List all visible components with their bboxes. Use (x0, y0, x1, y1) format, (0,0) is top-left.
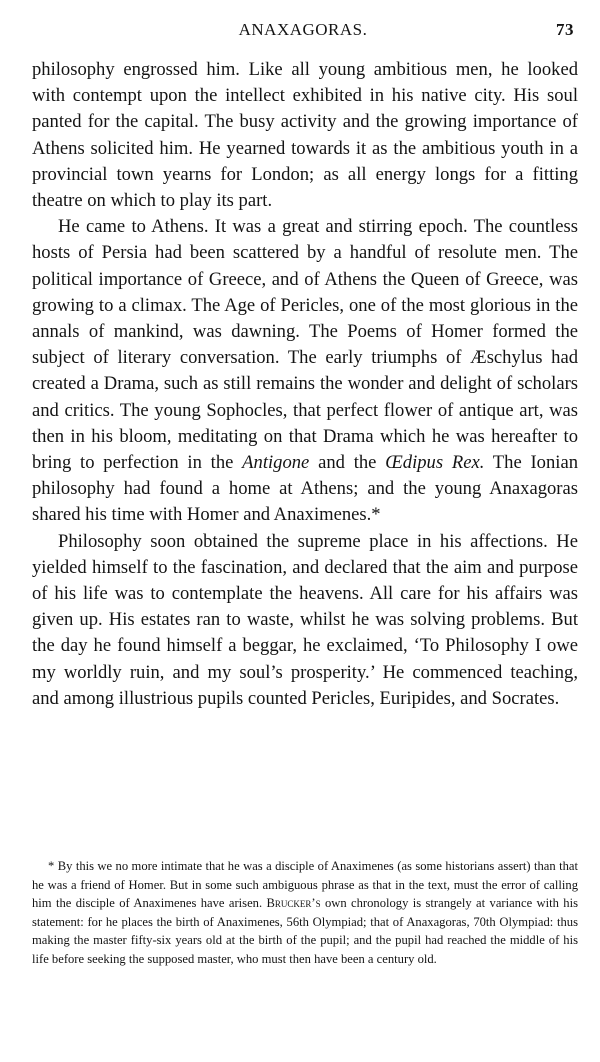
paragraph-1 (32, 57, 578, 214)
text-run: The Ionian philosophy had found a home at Athens; and the young Anaxagoras shared his time with Homer and Anaximenes.* (32, 452, 578, 526)
footnote (32, 857, 578, 969)
footnote-paragraph (32, 857, 578, 969)
running-header (32, 20, 574, 44)
text-run: and the (309, 452, 386, 474)
text-run: philosophy engrossed him. Like all young ambitious men, he looked with contempt upon the intellect exhibited in his native city. His soul panted for the capital. The busy activity and the growing importance of Athens solicited him. He yearned towards it as the ambitious youth in a provincial town yearns for London; as all energy longs for a fitting theatre on which to play its part. (32, 59, 578, 212)
page-number: 73 (556, 20, 574, 39)
paragraph-2 (32, 214, 578, 528)
text-run: He came to Athens. It was a great and stirring epoch. The countless hosts of Persia had been scattered by a handful of resolute men. The political importance of Greece, and of Athens the Queen of Greece, was growing to a climax. The Age of Pericles, one of the most glorious in the annals of mankind, was dawning. The Poems of Homer formed the subject of literary conversation. The early triumphs of Æschylus had created a Drama, such as still remains the wonder and delight of scholars and critics. The young Sophocles, that perfect flower of antique art, was then in his bloom, meditating on that Drama which he was hereafter to bring to perfection in the (32, 216, 578, 474)
text-run: own chronology is strangely at variance with his statement: for he places the birth of Anaximenes, 56th Olympiad; that of Anaxagoras, 70th Olympiad: thus making the master fifty-six years old at the birth of the pupil; and the pupil had reached the middle of his life before seeking the supposed master, who must then have been a century old. (32, 896, 578, 966)
running-title: ANAXAGORAS. (238, 20, 368, 39)
italic-title-oedipus-rex: Œdipus Rex. (385, 452, 485, 474)
text-run: Philosophy soon obtained the supreme place in his affections. He yielded himself to the fascination, and declared that the aim and purpose of his life was to contemplate the heavens. All care for his affairs was given up. His estates ran to waste, whilst he was solving problems. But the day he found himself a beggar, he exclaimed, ‘To Philosophy I owe my worldly ruin, and my soul’s prosperity.’ He commenced teaching, and among illustrious pupils counted Pericles, Euripides, and Socrates. (32, 530, 578, 709)
italic-title-antigone: Antigone (242, 452, 310, 474)
paragraph-3 (32, 529, 578, 712)
text-run: * By this we no more intimate that he was a disciple of Anaximenes (as some historians assert) than that he was a friend of Homer. But in some such ambiguous phrase as that in the text, must the error of calling him the disciple of Anaximenes have arisen. (32, 859, 578, 911)
smallcaps-name: Brucker’s (266, 896, 321, 911)
body-text (32, 57, 578, 712)
